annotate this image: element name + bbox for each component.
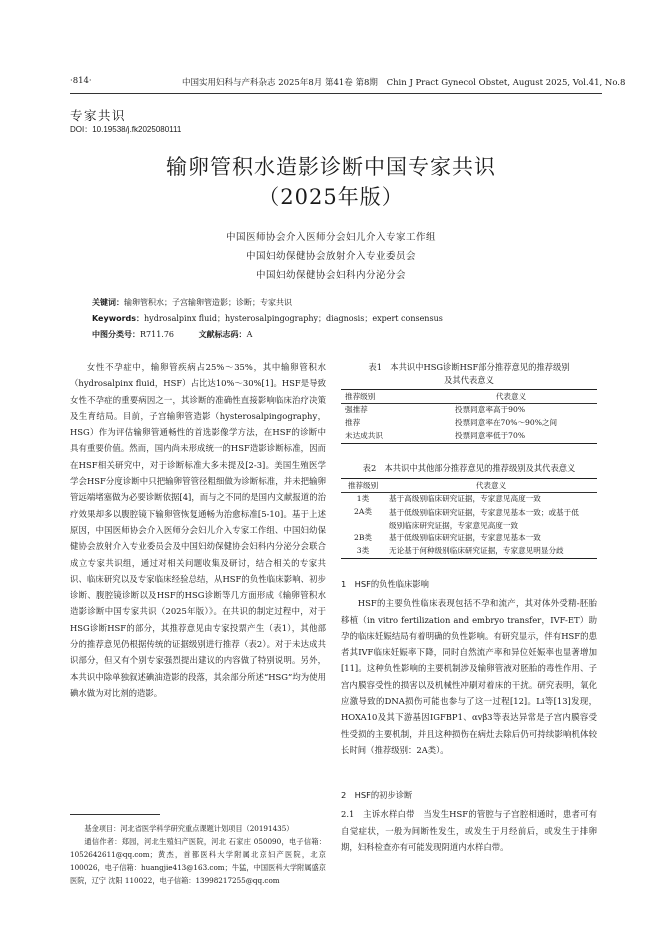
section-tag: 专家共识 — [70, 108, 127, 123]
classification — [92, 328, 252, 342]
title-line-1: 输卵管积水造影诊断中国专家共识 — [166, 155, 496, 179]
section-2-heading: 2 HSF的初步诊断 — [341, 790, 413, 800]
keywords-cn-text: 输卵管积水；子宫输卵管造影；诊断；专家共识 — [124, 298, 292, 307]
author-group-1: 中国医师协会介入医师分会妇儿介入专家工作组 — [225, 232, 436, 243]
table1-header-row — [341, 390, 597, 404]
table2-cell: 基于高级别临床研究证据，专家意见高度一致 — [389, 494, 541, 503]
table2-header-meaning: 代表意义 — [385, 479, 597, 493]
journal-name-cn: 中国实用妇科与产科杂志 2025年8月 第41卷 第8期 — [182, 78, 378, 88]
intro-paragraph: 女性不孕症中，输卵管疾病占25%～35%，其中输卵管积水（hydrosalpinx fluid，HSF）占比达10%～30%[1]。HSF是导致女性不孕症的重要病因之一，其诊断的准确性直接影响临床治疗决策及生育结局。目前，子宫输卵管造影（hysterosalpingography，HSG）作为评估输卵管通畅性的首选影像学方法，在HSF的诊断中具有重要价值。然而，国内尚未形成统一的HSF造影诊断标准，因而在HSF相关研究中，对于诊断标准大多未提及[2-3]。美国生殖医学学会HSF分度诊断中只把输卵管管径粗细做为诊断标准，并未把输卵管远端堵塞做为必要诊断依据[4]，而与之不同的是国内文献报道的治疗效果却多以腹腔镜下输卵管恢复通畅为治愈标准[5-10]。基于上述原因，中国医师协会介入医师分会妇儿介入专家工作组、中国妇幼保健协会放射介入专业委员会及中国妇幼保健协会妇科内分泌分会联合成立专家共识组，通过对相关问题收集及研讨，结合相关的专家共识、临床研究以及专家临床经验总结，从HSF的负性临床影响、初步诊断、腹腔镜诊断以及HSF的HSG诊断等几方面形成《输卵管积水造影诊断中国专家共识（2025年版）》。在共识的制定过程中，对于HSG诊断HSF的部分，其推荐意见由专家投票产生（表1），其他部分的推荐意见仍根据传统的证据级别进行推荐（表2）。对于未达成共识部分，但又有个别专家强烈提出建议的内容做了特别说明。另外，本共识中除单独叙述碘油造影的段落，其余部分所述“HSG”均为使用碘水做为对比剂的造影。 — [70, 362, 326, 698]
doc-code-value: A — [246, 330, 253, 339]
author-group-3: 中国妇幼保健协会妇科内分泌分会 — [255, 270, 406, 281]
table2-header-row — [341, 479, 597, 493]
table1-cell: 未达成共识 — [345, 431, 383, 440]
section-1 — [341, 576, 597, 758]
keywords-en-text: hydrosalpinx fluid；hysterosalpingography；diagnosis；expert consensus — [144, 314, 443, 323]
page-number: ·814· — [70, 76, 92, 86]
footnote-rule — [70, 814, 160, 815]
table1-cell: 推荐 — [345, 418, 361, 427]
section-2 — [341, 787, 597, 855]
keywords-cn-label: 关键词： — [92, 298, 124, 307]
doc-code-label: 文献标志码： — [198, 330, 247, 339]
table-row — [341, 545, 597, 559]
table1-cell: 投票同意率在70%～90%之间 — [455, 418, 558, 427]
table2 — [341, 478, 597, 559]
keywords-en — [92, 312, 443, 326]
title-line-2: （2025年版） — [258, 185, 404, 209]
intro-body — [70, 359, 326, 701]
clc-value: R711.76 — [140, 330, 175, 339]
subsection-text: 当发生HSF的管腔与子宫腔相通时，患者可有自觉症状，一般为间断性发生，或发生于月经前后，或发生于排卵期，妇科检查亦有可能发现阴道内水样白带。 — [341, 809, 598, 852]
table1-caption-line-2: 及其代表意义 — [444, 375, 494, 385]
journal-name-en: Chin J Pract Gynecol Obstet, August 2025, Vol.41, No.8 — [386, 78, 626, 88]
table2-header-level: 推荐级别 — [341, 479, 385, 493]
keywords-cn — [92, 296, 292, 310]
section-1-heading: 1 HSF的负性临床影响 — [341, 579, 429, 589]
section-2-1-paragraph — [341, 806, 597, 855]
header-rule — [70, 93, 602, 94]
table-row — [341, 404, 597, 418]
table2-cell: 基于低级别临床研究证据，专家意见基本一致；或基于低级别临床研究证据，专家意见高度一致 — [389, 508, 579, 530]
table1-caption — [341, 361, 597, 387]
table1-caption-line-1: 表1 本共识中HSG诊断HSF部分推荐意见的推荐级别 — [368, 362, 570, 372]
table2-caption: 表2 本共识中其他部分推荐意见的推荐级别及其代表意义 — [362, 463, 576, 473]
table-row — [341, 430, 597, 444]
table2-cell: 1类 — [356, 494, 370, 503]
footnote — [70, 822, 326, 887]
table1 — [341, 389, 597, 444]
clc-label: 中图分类号： — [92, 330, 140, 339]
table-row — [341, 506, 597, 532]
table1-cell: 投票同意率低于70% — [455, 431, 526, 440]
doi: DOI：10.19538/j.fk2025080111 — [70, 125, 182, 134]
section-1-paragraph: HSF的主要负性临床表现包括不孕和流产，其对体外受精-胚胎移植（in vitro fertilization and embryo transfer，IVF-ET）助孕的临床妊娠结局有着明确的负性影响。有研究显示，伴有HSF的患者其IVF临床妊娠率下降，同时自然流产率和异位妊娠率也显著增加[11]。这种负性影响的主要机制涉及输卵管液对胚胎的毒性作用、子宫内膜容受性的损害以及机械性冲刷对着床的干扰。研究表明，氧化应激导致的DNA损伤可能也参与了这一过程[12]。Li等[13]发现，HOXA10及其下游基因IGFBP1、αvβ3等表达异常是子宫内膜容受性受损的主要机制，并且这种损伤在病灶去除后仍可持续影响机体较长时间（推荐级别：2A类）。 — [341, 598, 597, 755]
table1-cell: 投票同意率高于90% — [455, 405, 526, 414]
table-row — [341, 532, 597, 545]
table2-cell: 3类 — [356, 546, 370, 555]
table1-cell: 强推荐 — [345, 405, 368, 414]
footnote-contact: 通信作者：郑园，河北生殖妇产医院，河北 石家庄 050090，电子信箱：1052642611@qq.com；黄杰，首都医科大学附属北京妇产医院，北京 100026，电子信箱：huangjie413@163.com；牛猛，中国医科大学附属盛京医院，辽宁 沈阳 110022，电子信箱：13998217255@qq.com — [70, 837, 326, 885]
table2-cell: 2B类 — [353, 533, 372, 542]
keywords-en-label: Keywords： — [92, 314, 145, 323]
subsection-number: 2.1 — [341, 809, 355, 820]
table-row — [341, 417, 597, 430]
author-group-2: 中国妇幼保健协会放射介入专业委员会 — [245, 251, 416, 262]
table1-header-meaning: 代表意义 — [425, 390, 597, 404]
table1-header-level: 推荐级别 — [341, 390, 425, 404]
table2-cell: 基于低级别临床研究证据，专家意见基本一致 — [389, 533, 541, 542]
table-row — [341, 493, 597, 507]
subsection-title: 主诉水样白带 — [363, 809, 415, 820]
journal-header — [182, 76, 625, 88]
table2-cell: 2A类 — [354, 507, 372, 516]
footnote-fund: 基金项目：河北省医学科学研究重点课题计划项目（20191435） — [84, 824, 294, 833]
table2-cell: 无论基于何种级别临床研究证据，专家意见明显分歧 — [389, 546, 564, 555]
